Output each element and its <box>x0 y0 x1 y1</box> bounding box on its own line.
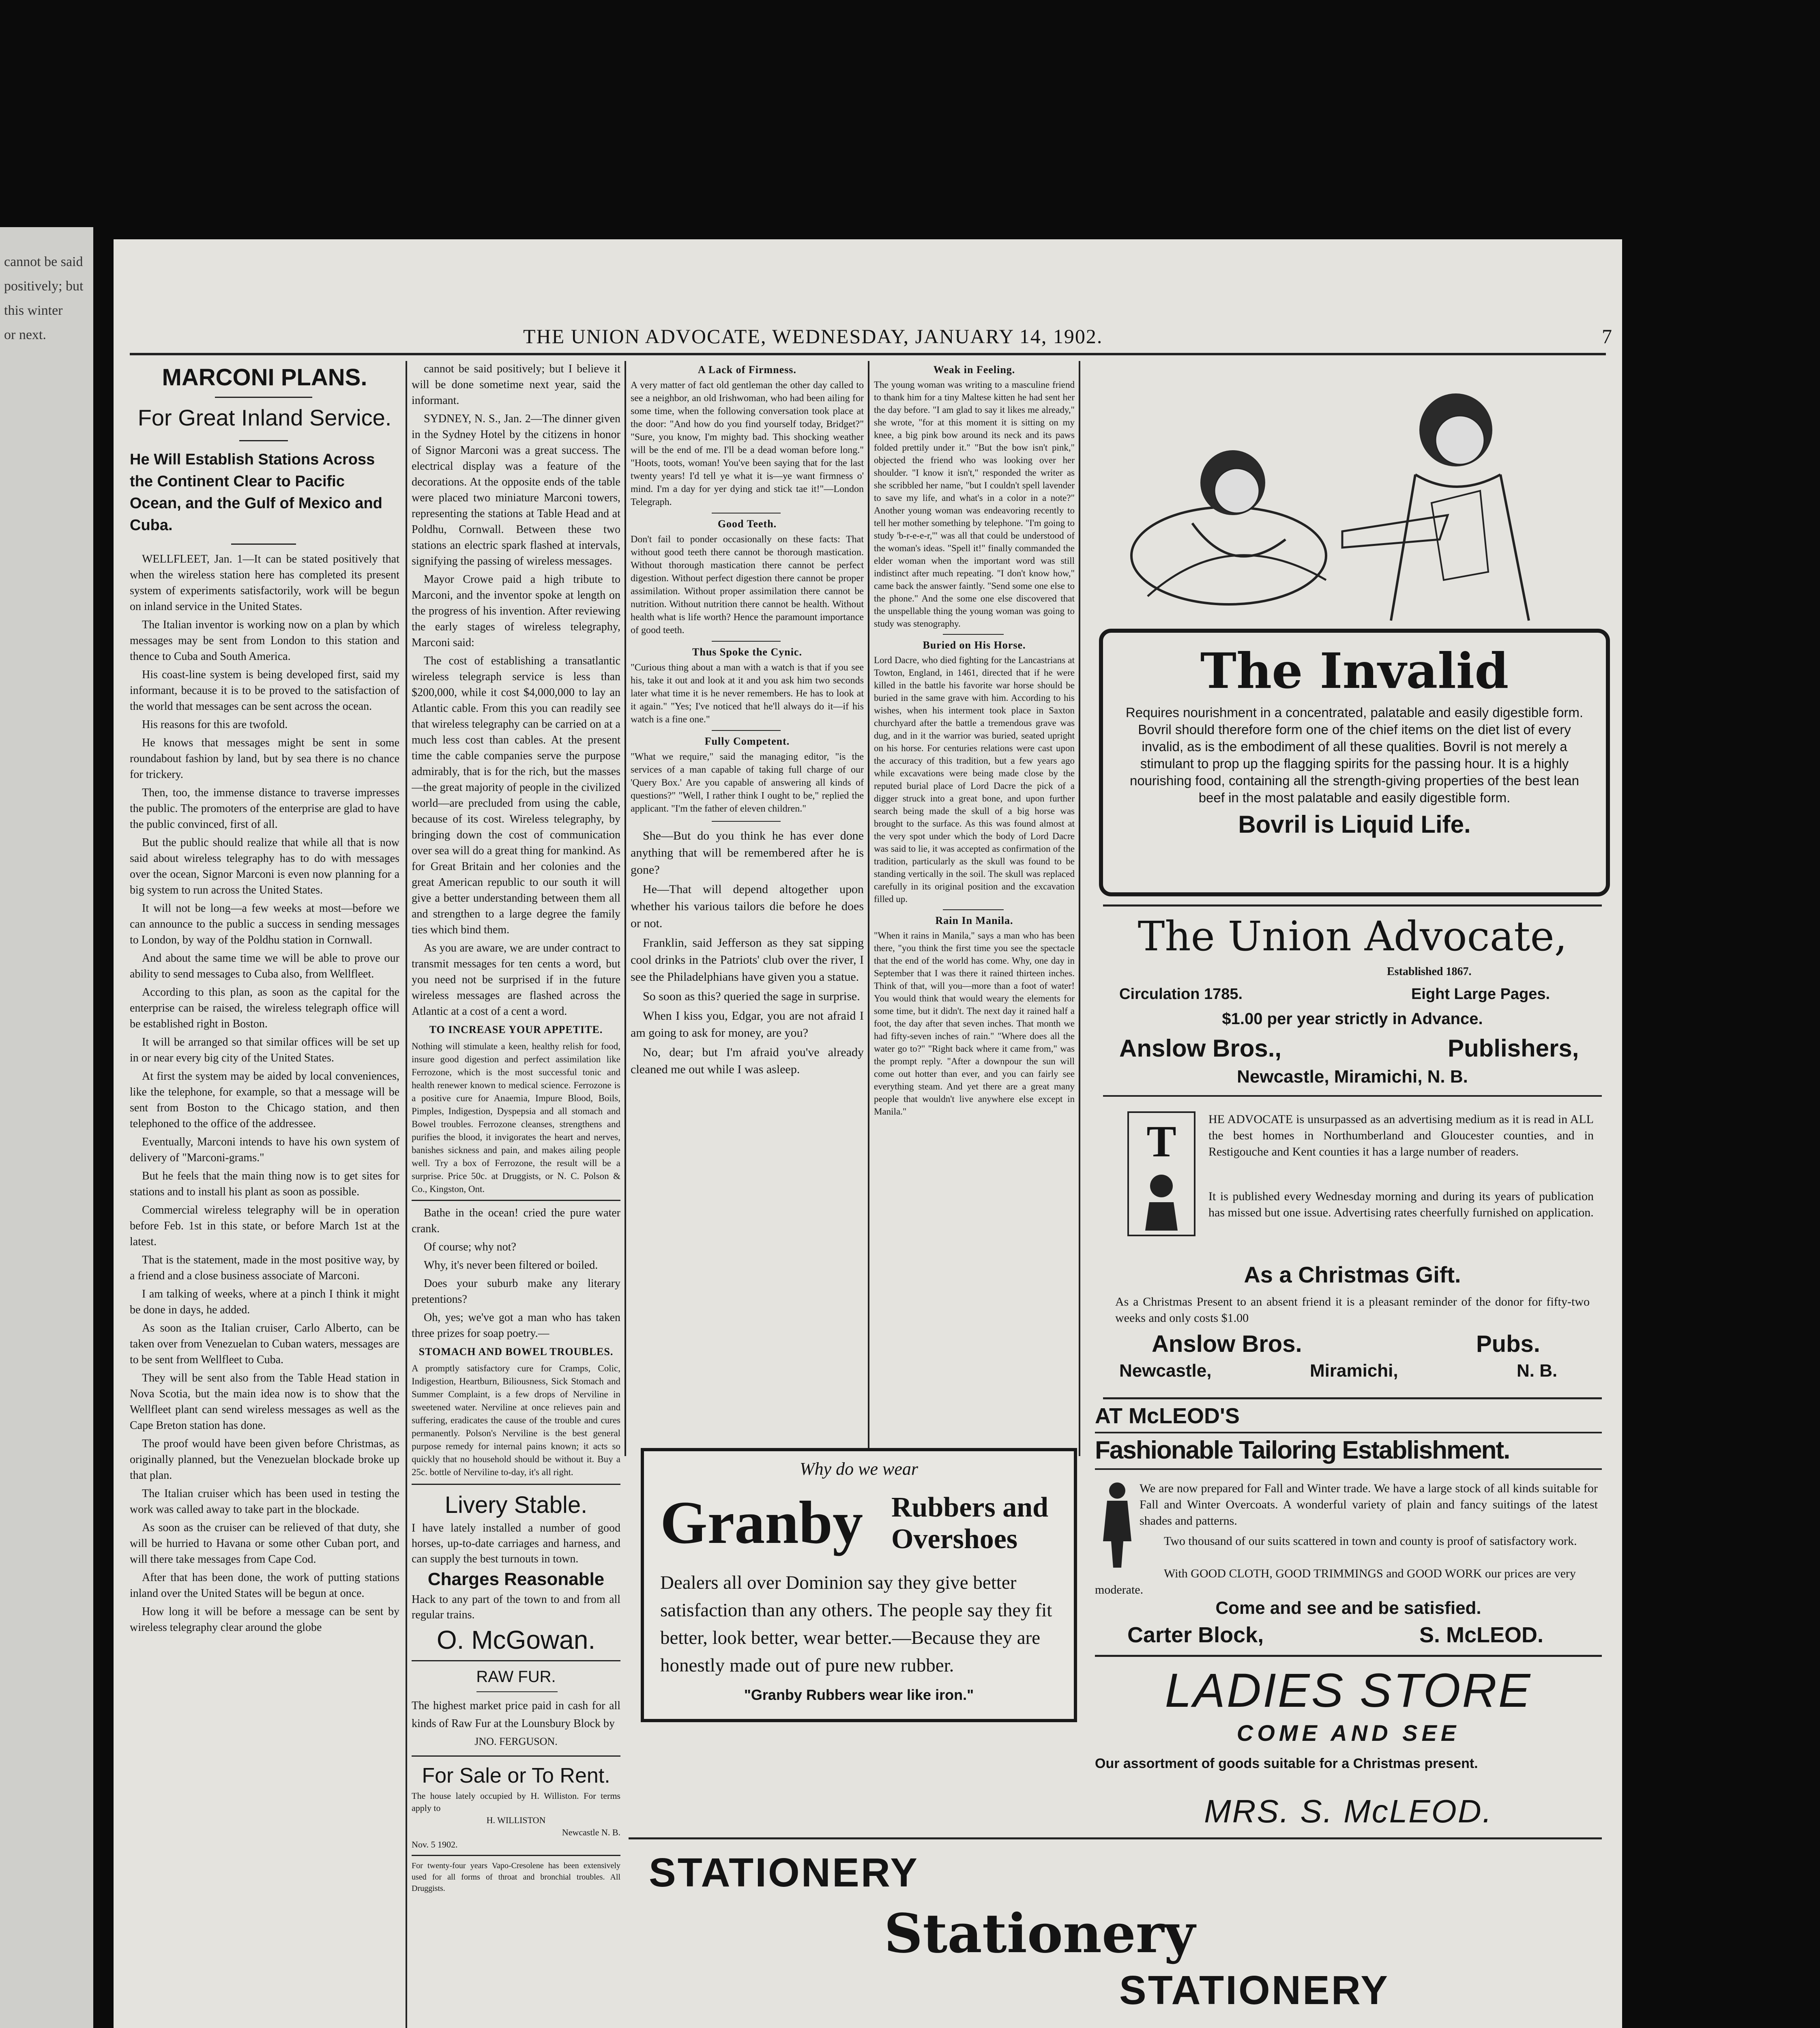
mcleod-come: Come and see and be satisfied. <box>1215 1598 1481 1618</box>
advocate-para1: HE ADVOCATE is unsurpassed as an advertising medium as it is read in ALL the best homes in Northumberland and Gloucester counties, and in Restigouche and Kent counties it has a large number of readers. <box>1208 1113 1594 1158</box>
dialogue-line: Bathe in the ocean! cried the pure water crank. <box>412 1207 620 1235</box>
paragraph: cannot be said positively; but I believe it will be done sometime next year, said the informant. <box>412 363 620 407</box>
strip-line: or next. <box>4 327 46 342</box>
cynic-text: "Curious thing about a man with a watch is that if you see his, take it out and look at it and you ask him two seconds later what time it is he never remembers. He has to look at it again." "Yes; I've noticed that he'll always do it—if his watch is a fine one." <box>631 662 864 725</box>
sydney-body <box>412 361 620 1019</box>
teeth-text: Don't fail to ponder occasionally on these facts: That without good teeth there cannot be thorough mastication. Without thorough mastication there cannot be perfect digestion. Without perfect digestion there cannot be proper assimilation. Without proper assimilation there cannot be nutrition. Without nutrition there cannot be health. Without health what is life worth? Hence the paramount importance of good teeth. <box>631 534 864 636</box>
rawfur-rule <box>476 1691 558 1692</box>
ad-rule <box>1095 1432 1602 1433</box>
title-rule <box>215 397 312 398</box>
paragraph: Mayor Crowe paid a high tribute to Marconi, and the inventor spoke at length on the progress of his invention. After reviewing the early stages of wireless telegraphy, Marconi said: <box>412 573 620 649</box>
advocate-publishers-label: Publishers, <box>1448 1035 1579 1062</box>
advocate-pages: Eight Large Pages. <box>1411 986 1550 1003</box>
joke-line: When I kiss you, Edgar, you are not afraid I am going to ask for money, are you? <box>631 1009 864 1040</box>
livery-charges: Charges Reasonable <box>427 1569 605 1589</box>
mcleod-top: AT McLEOD'S <box>1095 1404 1240 1428</box>
paragraph: His coast-line system is being developed first, said my informant, because it is to be proved to the satisfaction of the world that messages can be sent across the ocean. <box>130 668 399 713</box>
joke-line: No, dear; but I'm afraid you've already cleaned me out while I was asleep. <box>631 1046 864 1076</box>
sale-date: Nov. 5 1902. <box>412 1839 458 1850</box>
section-rule <box>412 1660 620 1661</box>
livery-text: I have lately installed a number of good horses, up-to-date carriages and harness, and can supply the best turnouts in town. <box>412 1522 620 1565</box>
advocate-price: $1.00 per year strictly in Advance. <box>1222 1010 1483 1028</box>
dialogue-line: Of course; why not? <box>424 1241 516 1253</box>
paragraph: As soon as the Italian cruiser, Carlo Alberto, can be taken over from Venezuelan to Cuban waters, messages are to be sent from Wellfleet to Cuba. <box>130 1322 399 1366</box>
column-marconi <box>130 361 399 2028</box>
mcleod-text2: Two thousand of our suits scattered in town and county is proof of satisfactory work. <box>1164 1534 1577 1548</box>
mcleod-ad <box>1095 1403 1602 1631</box>
appetite-text: Nothing will stimulate a keen, healthy relish for food, insure good digestion and perfect assimilation like Ferrozone, which is the most successful tonic and health renewer known to medical science. Ferrozone is a positive cure for Anaemia, Impure Blood, Boils, Pimples, Indigestion, Dyspepsia and all stomach and Bowel troubles. Ferrozone cleanses, strengthens and purifies the blood, it invigorates the heart and nerves, banishes sickness and pain, and makes ailing people well. Try a box of Ferrozone, the result will be a surprise. Price 50c. at Druggists, or N. C. Polson & Co., Kingston, Ont. <box>412 1041 620 1194</box>
invalid-text: Requires nourishment in a concentrated, palatable and easily digestible form. Bovril should therefore form one of the chief items on the diet list of every invalid, as is the embodiment of all these qualities. Bovril is not merely a stimulant to prop up the flagging spirits for the passing hour. It is a highly nourishing food, containing all the strength-giving properties of the best lean beef in the most palatable and easily digestible form. <box>1125 705 1584 805</box>
granby-product: Rubbers and Overshoes <box>891 1492 1049 1555</box>
invalid-title: The Invalid <box>1200 642 1509 700</box>
ad-rule <box>1103 1397 1602 1399</box>
stationery-ad <box>641 1845 1606 2028</box>
paragraph: That is the statement, made in the most positive way, by a friend and a close business associate of Marconi. <box>130 1254 399 1282</box>
header-rule <box>130 353 1606 355</box>
advocate-para2: It is published every Wednesday morning and during its years of publication has missed but one issue. Advertising rates cheerfully furnished on application. <box>1208 1190 1594 1219</box>
paragraph: As you are aware, we are under contract to transmit messages for ten cents a word, but you need not be surprised if in the future wireless messages are flashed across the Atlantic at a cost of a cent a word. <box>412 942 620 1018</box>
mcleod-text1: We are now prepared for Fall and Winter trade. We have a large stock of all kinds suitable for Fall and Winter Overcoats. A wonderful variety of plain and fancy suitings of the latest shades and patterns. <box>1140 1482 1598 1527</box>
short-rule <box>943 634 1004 635</box>
ladies-text: Our assortment of goods suitable for a Christmas present. <box>1095 1756 1478 1771</box>
competent-text: "What we require," said the managing editor, "is the services of a man capable of taking full charge of our 'Query Box.' Are you capable of answering all kinds of questions?" "Well, I rather think I ought to be," replied the applicant. "I'm the father of eleven children." <box>631 752 864 814</box>
dialogue-line: Oh, yes; we've got a man who has taken three prizes for soap poetry.— <box>412 1311 620 1340</box>
article-title: MARCONI PLANS. <box>162 364 367 391</box>
paragraph: SYDNEY, N. S., Jan. 2—The dinner given in the Sydney Hotel by the citizens in honor of Signor Marconi was a great success. The electrical display was a feature of the decorations. At the opposite ends of the table were placed two miniature Marconi towers, representing the stations at Table Head and at Poldhu, Cornwall. Between these two stations an electric spark flashed at intervals, signifying the passing of wireless messages. <box>412 412 620 567</box>
joke-line: He—That will depend altogether upon whether his various tailors die before he does or not. <box>631 883 864 930</box>
firmness-heading: A Lack of Firmness. <box>698 364 796 376</box>
pubs-prov: N. B. <box>1517 1361 1558 1381</box>
pubs-label: Pubs. <box>1476 1331 1540 1357</box>
paragraph: It will be arranged so that similar offices will be set up in or near every big city of the United States. <box>130 1036 399 1064</box>
paragraph: After that has been done, the work of putting stations inland over the United States will be begun at once. <box>130 1571 399 1600</box>
ad-rule <box>1103 904 1602 907</box>
livery-hack: Hack to any part of the town to and from all regular trains. <box>412 1593 620 1621</box>
column-divider <box>625 361 626 1456</box>
ad-rule <box>629 1837 1602 1839</box>
paragraph: It will not be long—a few weeks at most—before we can announce to the public a success in sending messages to London, by way of the Poldhu station in Cornwall. <box>130 902 399 946</box>
short-rule <box>943 909 1004 910</box>
ad-rule <box>1095 1468 1602 1470</box>
masthead-line <box>523 324 1618 348</box>
manila-text: "When it rains in Manila," says a man who has been there, "you think the first time you see the spectacle that the end of the world has come. Why, one day in September that I was there it rained thirteen inches. Think of that, will you—more than a foot of water! You would think that would weary the elements for some time, but it didn't. The next day it rained half a foot, the day after that seven inches. That month we had fifty-seven inches of rain." "Where does all the water go to?" "Right back where it came from," was the prompt reply. "After a downpour the sun will come out hotter than ever, and you can fairly see everything steam. And yet there are a great many people that wouldn't live anywhere else except in Manila." <box>874 930 1075 1117</box>
stationery-line1: STATIONERY <box>649 1850 919 1895</box>
dropcap-figure <box>1127 1111 1195 1236</box>
sale-title: For Sale or To Rent. <box>422 1764 610 1787</box>
dialogue-line: Does your suburb make any literary pretentions? <box>412 1277 620 1306</box>
advocate-publisher: Anslow Bros., <box>1119 1035 1282 1062</box>
granby-ad <box>641 1448 1077 1722</box>
subtitle-rule <box>239 440 288 441</box>
horse-heading: Buried on His Horse. <box>923 639 1026 651</box>
paragraph: WELLFLEET, Jan. 1—It can be stated positively that when the wireless station here has completed its present system of experiments satisfactorily, work will be begun on inland service in the United States. <box>130 553 399 613</box>
page-number: 7 <box>1602 325 1613 348</box>
rawfur-text: The highest market price paid in cash for all kinds of Raw Fur at the Lounsbury Block by <box>412 1699 620 1730</box>
joke-line: She—But do you think he has ever done anything that will be remembered after he is gone? <box>631 829 864 877</box>
paragraph: According to this plan, as soon as the capital for the enterprise can be raised, the wireless telegraph office will be established right in Boston. <box>130 986 399 1030</box>
stationery-line3: STATIONERY <box>1119 1968 1389 2013</box>
short-rule <box>712 730 781 731</box>
feeling-heading: Weak in Feeling. <box>933 364 1015 376</box>
paragraph: The proof would have been given before Christmas, as originally planned, but the Venezuelan blockade broke up that plan. <box>130 1437 399 1482</box>
horse-text: Lord Dacre, who died fighting for the Lancastrians at Towton, England, in 1461, directed that if he were killed in the battle his favorite war horse should be buried in the same grave with him. According to his wishes, when his interment took place in Saxton churchyard after the battle a tremendous grave was dug, and in it the warrior was buried, seated upright on his horse. For centuries relations were cast upon the accuracy of this tradition, but a few years ago while excavations were being made close by the reputed burial place of Lord Dacre the pick of a digger struck into a great bone, and upon further search being made the skull of a big horse was brought to the surface. As this was found almost at the very spot under which the body of Lord Dacre was said to lie, it was accepted as confirmation of the tradition, particularly as the skull was found to be standing vertically in the soil. The skull was replaced carefully in its original position and the excavation filled up. <box>874 655 1075 904</box>
paragraph: But he feels that the main thing now is to get sites for stations and to install his plant as soon as possible. <box>130 1170 399 1198</box>
column-divider <box>868 361 869 1456</box>
article-subtitle: For Great Inland Service. <box>137 405 392 430</box>
pubs-town: Miramichi, <box>1310 1361 1398 1381</box>
column-divider <box>1079 361 1080 1456</box>
paragraph: As soon as the cruiser can be relieved of that duty, she will be hurried to Havana or some other Cuban port, and will there take messages from Cape Cod. <box>130 1521 399 1566</box>
ad-rule <box>1103 1095 1602 1097</box>
pubs-place: Newcastle, <box>1119 1361 1212 1381</box>
ladies-ad <box>1095 1659 1602 1829</box>
stomach-text: A promptly satisfactory cure for Cramps, Colic, Indigestion, Heartburn, Biliousness, Sick Stomach and Summer Complaint, is a few drops of Nerviline in sweetened water. Nerviline at once relieves pain and suffering, eradicates the cause of the trouble and cures permanently. Polson's Nerviline is the best general purpose remedy for internal pains known; it acts so quickly that no household should be without it. Buy a 25c. bottle of Nerviline to-day, it's all right. <box>412 1363 620 1477</box>
advocate-place: Newcastle, Miramichi, N. B. <box>1237 1067 1468 1087</box>
section-rule <box>412 1855 620 1856</box>
strip-line: this winter <box>4 303 63 318</box>
column-miscellany <box>631 361 864 1456</box>
paragraph: Eventually, Marconi intends to have his own system of delivery of "Marconi-grams." <box>130 1136 399 1164</box>
stomach-heading: STOMACH AND BOWEL TROUBLES. <box>419 1346 614 1358</box>
firmness-text: A very matter of fact old gentleman the other day called to see a neighbor, an old Irishwoman, who had been ailing for some time, when the following conversation took place at the door: "And how do you find yourself today, Bridget?" "Sure, you know, I'm mighty bad. This shocking weather will be the end of me. I'll be a dead woman before long." "Hoots, toots, woman! You've been saying that for the last twenty years! I'd tell ye what it is—ye want firmness o' mind. I'm a day for yer dying and stick tae it!"—London Telegraph. <box>631 380 864 507</box>
invalid-ad <box>1099 629 1610 896</box>
sale-text: The house lately occupied by H. Williston. For terms apply to <box>412 1791 620 1813</box>
paragraph: His reasons for this are twofold. <box>142 718 288 731</box>
joke-line: Franklin, said Jefferson as they sat sipping cool drinks in the Patriots' club over the river, I see the Philadelphians have given you a statue. <box>631 936 864 984</box>
livery-name: O. McGowan. <box>436 1625 596 1654</box>
competent-heading: Fully Competent. <box>704 735 790 747</box>
advocate-established: Established 1867. <box>1387 965 1472 978</box>
strip-line: cannot be said <box>4 254 83 269</box>
jokes-block <box>631 827 864 1078</box>
gift-title: As a Christmas Gift. <box>1244 1262 1461 1287</box>
advocate-circulation: Circulation 1785. <box>1119 986 1243 1003</box>
newspaper-page <box>114 239 1622 2028</box>
dialogue-block <box>412 1205 620 1341</box>
figure-icon <box>1129 1170 1194 1231</box>
short-rule <box>712 641 781 642</box>
masthead-text: THE UNION ADVOCATE, WEDNESDAY, JANUARY 14, 1902. <box>523 325 1103 348</box>
pubs-name: Anslow Bros. <box>1152 1331 1302 1357</box>
paragraph: But the public should realize that while all that is now said about wireless telegraphy has to do with messages over the ocean, Signor Marconi is even now planning for a big system to run across the United States. <box>130 836 399 896</box>
paragraph: He knows that messages might be sent in some roundabout fashion by land, but by sea there is no chance for trickery. <box>130 737 399 781</box>
granby-slogan: "Granby Rubbers wear like iron." <box>744 1686 974 1703</box>
teeth-heading: Good Teeth. <box>717 518 777 530</box>
sale-name: H. WILLISTON <box>486 1815 546 1825</box>
section-rule <box>412 1484 620 1485</box>
advocate-name: The Union Advocate, <box>1138 913 1567 960</box>
ladies-name: MRS. S. McLEOD. <box>1204 1793 1493 1829</box>
tailor-figure-icon <box>1099 1480 1135 1570</box>
ladies-sub: COME AND SEE <box>1236 1720 1460 1746</box>
deck-rule <box>231 544 296 545</box>
vapo-notice: For twenty-four years Vapo-Cresolene has been extensively used for all forms of throat and bronchial troubles. All Druggists. <box>412 1861 620 1893</box>
paragraph: They will be sent also from the Table Head station in Nova Scotia, but the main idea now is to show that the Wellfleet plant can send wireless messages as well as the Cape Breton station has done. <box>130 1372 399 1432</box>
ad-rule <box>1095 1655 1602 1657</box>
stationery-line2: Stationery <box>884 1902 1195 1965</box>
paragraph: The Italian cruiser which has been used in testing the work was called away to take part in the blockade. <box>130 1487 399 1516</box>
paragraph: The Italian inventor is working now on a plan by which messages may be sent from London to this station and thence to Cuba and South America. <box>130 619 399 663</box>
invalid-illustration <box>1099 369 1602 629</box>
granby-body: Dealers all over Dominion say they give better satisfaction than any others. The people say they fit better, look better, wear better.—Because they are honestly made out of pure new rubber. <box>660 1572 1052 1676</box>
paragraph: Then, too, the immense distance to traverse impresses the public. The promoters of the enterprise are glad to have the public convinced, first of all. <box>130 786 399 831</box>
livery-title: Livery Stable. <box>444 1492 588 1518</box>
paragraph: I am talking of weeks, where at a pinch I think it might be done in days, he added. <box>130 1288 399 1316</box>
dropcap-letter: T <box>1146 1117 1176 1166</box>
manila-heading: Rain In Manila. <box>935 915 1013 926</box>
advocate-ad <box>1103 904 1602 1452</box>
column-sydney <box>412 361 620 2028</box>
paragraph: How long it will be before a message can be sent by wireless telegraphy clear around the globe <box>130 1605 399 1634</box>
paragraph: And about the same time we will be able to prove our ability to send messages to Cuba also, from Wellfleet. <box>130 952 399 980</box>
section-rule <box>412 1200 620 1201</box>
nurse-and-invalid-illustration <box>1099 369 1602 629</box>
paragraph: At first the system may be aided by local conveniences, like the telephone, for example, so that a message will be sent from Boston to the Chicago station, and then telephoned to the office of the addressee. <box>130 1070 399 1130</box>
column-divider <box>406 361 407 2028</box>
sale-place: Newcastle N. B. <box>562 1827 620 1837</box>
joke-line: So soon as this? queried the sage in surprise. <box>643 990 860 1003</box>
strip-line: positively; but <box>4 279 84 294</box>
appetite-heading: TO INCREASE YOUR APPETITE. <box>429 1024 603 1035</box>
feeling-text: The young woman was writing to a masculine friend to thank him for a tiny Maltese kitten he had sent her the day before. "I am glad to say it likes me already," she wrote, "for at this moment it is sitting on my knee, a big pink bow around its neck and its paws folded prettily under it." "But the bow isn't pink," objected the friend who was looking over her shoulder. "I know it isn't," responded the writer as she scribbled her name, "but I couldn't spell lavender to save my life, and what's in a color in a note?" Another young woman was endeavoring recently to tell her mother something by telephone. "I'm going to study 'b-r-e-e-r,'" was all that could be understood of the woman's ideas. "Spell it!" finally commanded the elder woman when the important word was still indistinct after much repeating. "I don't know how," came back the answer faintly. "Send some one else to the phone." And the some one else discovered that the unspellable thing the young woman was going to study was stenography. <box>874 380 1075 629</box>
cynic-heading: Thus Spoke the Cynic. <box>692 646 802 658</box>
granby-why: Why do we wear <box>799 1459 919 1479</box>
paragraph: Commercial wireless telegraphy will be in operation before Feb. 1st in this state, or before March 1st at the latest. <box>130 1204 399 1248</box>
section-rule <box>412 1755 620 1757</box>
marconi-body <box>130 551 399 1635</box>
invalid-slogan: Bovril is Liquid Life. <box>1238 811 1471 838</box>
granby-brand: Granby <box>660 1489 863 1556</box>
adjacent-page-strip <box>0 227 97 2028</box>
mcleod-name: S. McLEOD. <box>1419 1623 1544 1647</box>
mcleod-title: Fashionable Tailoring Establishment. <box>1095 1436 1510 1464</box>
ladies-title: LADIES STORE <box>1165 1664 1532 1717</box>
short-rule <box>712 821 781 822</box>
column-anecdotes <box>874 361 1075 1456</box>
gift-text: As a Christmas Present to an absent friend it is a pleasant reminder of the donor for fifty-two weeks and only costs $1.00 <box>1115 1295 1590 1325</box>
dialogue-line: Why, it's never been filtered or boiled. <box>424 1259 598 1272</box>
rawfur-name: JNO. FERGUSON. <box>474 1736 558 1747</box>
mcleod-block: Carter Block, <box>1127 1623 1264 1647</box>
rawfur-title: RAW FUR. <box>476 1668 556 1686</box>
article-deck: He Will Establish Stations Across the Continent Clear to Pacific Ocean, and the Gulf of Mexico and Cuba. <box>130 451 382 534</box>
paragraph: The cost of establishing a transatlantic wireless telegraph service is less than $200,000, while it cost $4,000,000 to lay an Atlantic cable. From this you can readily see that wireless telegraphy can be carried on at a much less cost than cables. At the present time the cable companies serve the purpose admirably, that is for the rich, but the masses—the great majority of people in the civilized world—are precluded from using the cable, because of its cost. Wireless telegraphy, by bringing down the cost of communication over sea will do a great thing for mankind. As for Great Britain and her colonies and the great American republic to our south it will give a better understanding between them all and strengthen to a large degree the family ties which bind them. <box>412 655 620 936</box>
mcleod-text3: With GOOD CLOTH, GOOD TRIMMINGS and GOOD WORK our prices are very moderate. <box>1095 1567 1576 1596</box>
